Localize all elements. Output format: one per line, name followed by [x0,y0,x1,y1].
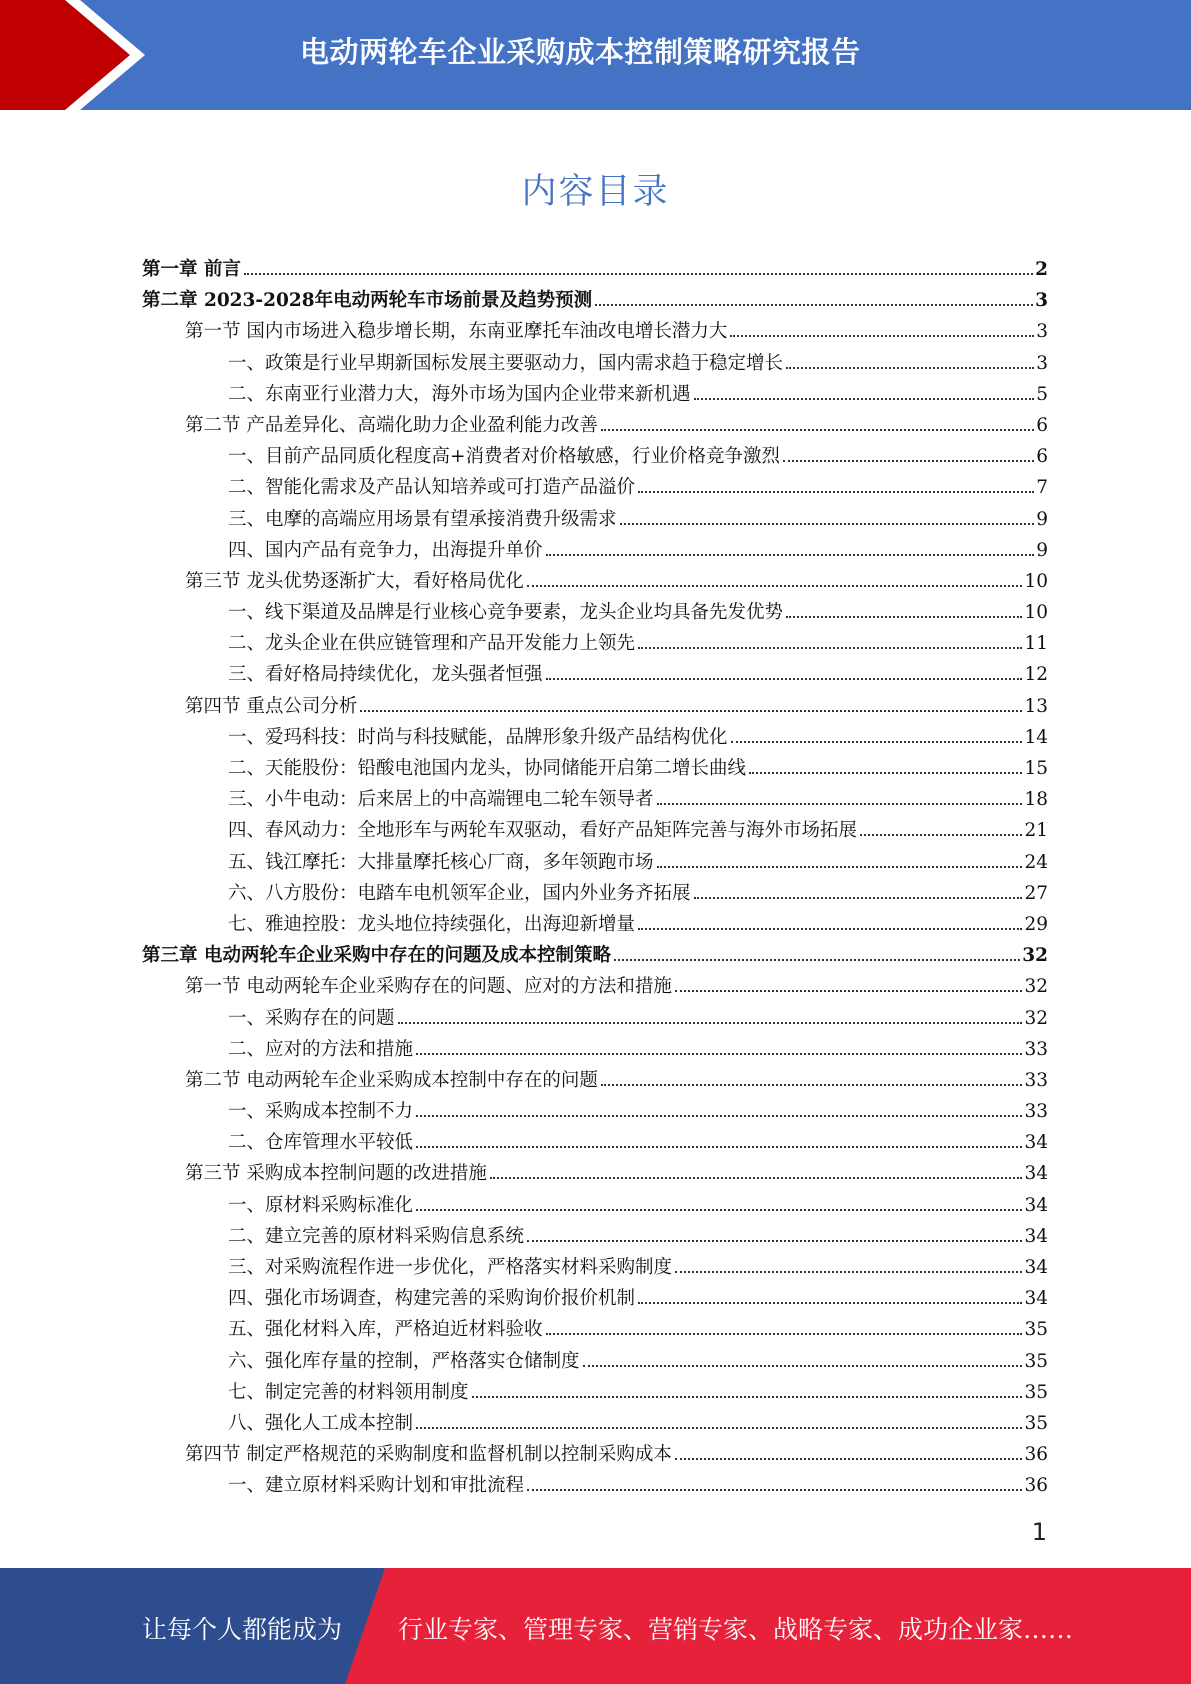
toc-chapter-entry[interactable] [142,285,1048,316]
toc-subsection-entry[interactable] [142,1346,1048,1377]
toc-entry-page: 2 [1035,259,1048,280]
toc-subsection-entry[interactable] [142,659,1048,690]
toc-subsection-entry[interactable] [142,597,1048,628]
toc-leader-dots [546,1332,1023,1335]
toc-leader-dots [416,1145,1022,1148]
toc-leader-dots [472,1395,1023,1398]
toc-leader-dots [638,646,1022,649]
toc-entry-page: 24 [1024,851,1048,873]
toc-subsection-entry[interactable] [142,1221,1048,1252]
toc-entry-page: 35 [1024,1319,1048,1341]
toc-entry-title: 一、建立原材料采购计划和审批流程 [228,1475,525,1497]
toc-subsection-entry[interactable] [142,348,1048,379]
toc-section-entry[interactable] [142,1065,1048,1096]
toc-entry-title: 一、原材料采购标准化 [228,1194,414,1216]
toc-entry-title: 三、看好格局持续优化，龙头强者恒强 [228,664,543,686]
toc-entry-page: 29 [1024,913,1048,935]
toc-entry-page: 32 [1024,1007,1048,1029]
toc-entry-page: 33 [1024,1101,1048,1123]
toc-entry-page: 15 [1024,758,1048,779]
toc-subsection-entry[interactable] [142,628,1048,659]
toc-entry-title: 七、制定完善的材料领用制度 [228,1381,469,1403]
toc-entry-page: 36 [1024,1444,1048,1466]
toc-subsection-entry[interactable] [142,1283,1048,1314]
toc-subsection-entry[interactable] [142,784,1048,815]
toc-entry-page: 32 [1022,945,1048,967]
toc-entry-page: 5 [1036,383,1048,405]
toc-entry-page: 34 [1024,1132,1048,1154]
toc-entry-title: 第四节 制定严格规范的采购制度和监督机制以控制采购成本 [185,1444,672,1466]
toc-entry-page: 13 [1024,695,1048,717]
toc-leader-dots [398,1021,1023,1024]
toc-entry-title: 二、智能化需求及产品认知培养或可打造产品溢价 [228,477,636,499]
toc-entry-title: 第一节 电动两轮车企业采购存在的问题、应对的方法和措施 [185,976,672,998]
toc-leader-dots [546,677,1023,680]
toc-leader-dots [675,1457,1023,1460]
toc-entry-page: 34 [1024,1163,1048,1185]
toc-leader-dots [416,1052,1022,1055]
toc-entry-title: 二、天能股份：铅酸电池国内龙头，协同储能开启第二增长曲线 [228,758,747,779]
toc-entry-title: 第一章 前言 [142,259,241,280]
toc-entry-title: 第三节 采购成本控制问题的改进措施 [185,1163,487,1185]
toc-entry-title: 二、建立完善的原材料采购信息系统 [228,1225,525,1247]
page-number: 1 [1031,1518,1047,1546]
toc-section-entry[interactable] [142,566,1048,597]
toc-entry-page: 14 [1024,726,1048,748]
toc-entry-title: 一、目前产品同质化程度高+消费者对价格敏感，行业价格竞争激烈 [228,446,781,468]
toc-leader-dots [783,459,1034,462]
toc-entry-title: 三、小牛电动：后来居上的中高端锂电二轮车领导者 [228,789,654,811]
toc-entry-page: 11 [1024,633,1048,655]
toc-entry-title: 第二节 产品差异化、高端化助力企业盈利能力改善 [185,414,598,436]
toc-entry-page: 9 [1036,508,1048,530]
toc-subsection-entry[interactable] [142,1408,1048,1439]
toc-subsection-entry[interactable] [142,1003,1048,1034]
toc-entry-title: 一、线下渠道及品牌是行业核心竞争要素，龙头企业均具备先发优势 [228,602,784,624]
footer-slogan-left: 让每个人都能成为 [142,1615,343,1644]
table-of-contents [142,254,1048,1502]
toc-entry-title: 第一节 国内市场进入稳步增长期，东南亚摩托车油改电增长潜力大 [185,321,728,343]
toc-section-entry[interactable] [142,316,1048,347]
toc-leader-dots [527,1239,1022,1242]
toc-leader-dots [416,1426,1022,1429]
toc-entry-title: 三、电摩的高端应用场景有望承接消费升级需求 [228,508,617,530]
toc-entry-page: 7 [1036,477,1048,499]
toc-section-entry[interactable] [142,691,1048,722]
toc-entry-title: 二、应对的方法和措施 [228,1038,414,1060]
toc-entry-title: 八、强化人工成本控制 [228,1412,414,1434]
header-banner [0,0,1191,110]
toc-entry-title: 六、八方股份：电踏车电机领军企业，国内外业务齐拓展 [228,882,691,904]
toc-subsection-entry[interactable] [142,1314,1048,1345]
toc-leader-dots [675,1270,1022,1273]
toc-entry-page: 35 [1024,1381,1048,1403]
toc-entry-page: 3 [1035,290,1048,312]
toc-leader-dots [657,865,1023,868]
toc-entry-title: 二、东南亚行业潜力大，海外市场为国内企业带来新机遇 [228,383,691,405]
toc-subsection-entry[interactable] [142,441,1048,472]
toc-entry-title: 四、国内产品有竞争力，出海提升单价 [228,539,543,561]
toc-entry-title: 第三章 电动两轮车企业采购中存在的问题及成本控制策略 [142,945,611,967]
toc-leader-dots [527,1488,1022,1491]
toc-subsection-entry[interactable] [142,535,1048,566]
toc-entry-title: 第三节 龙头优势逐渐扩大，看好格局优化 [185,570,524,592]
toc-leader-dots [620,522,1035,525]
report-title: 电动两轮车企业采购成本控制策略研究报告 [300,35,861,69]
toc-section-entry[interactable] [142,1439,1048,1470]
toc-entry-title: 一、政策是行业早期新国标发展主要驱动力，国内需求趋于稳定增长 [228,352,784,374]
toc-entry-page: 35 [1024,1412,1048,1434]
toc-leader-dots [675,989,1023,992]
toc-leader-dots [416,1208,1022,1211]
toc-leader-dots [527,584,1023,587]
toc-entry-title: 一、爱玛科技：时尚与科技赋能，品牌形象升级产品结构优化 [228,726,728,748]
toc-entry-page: 21 [1024,820,1048,842]
toc-leader-dots [546,553,1035,556]
toc-subsection-entry[interactable] [142,1127,1048,1158]
toc-entry-page: 9 [1036,539,1048,561]
toc-entry-title: 第四节 重点公司分析 [185,695,358,717]
toc-subsection-entry[interactable] [142,1190,1048,1221]
toc-leader-dots [416,1114,1022,1117]
toc-entry-page: 34 [1024,1194,1048,1216]
toc-subsection-entry[interactable] [142,722,1048,753]
toc-leader-dots [583,1364,1023,1367]
toc-entry-page: 10 [1024,570,1048,592]
toc-leader-dots [638,1301,1022,1304]
toc-subsection-entry[interactable] [142,847,1048,878]
toc-leader-dots [786,366,1034,369]
toc-entry-page: 32 [1024,976,1048,998]
toc-subsection-entry[interactable] [142,878,1048,909]
toc-leader-dots [638,490,1034,493]
toc-leader-dots [694,397,1035,400]
toc-entry-page: 35 [1024,1350,1048,1372]
toc-entry-title: 五、钱江摩托：大排量摩托核心厂商，多年领跑市场 [228,851,654,873]
toc-entry-page: 3 [1036,321,1048,343]
toc-section-entry[interactable] [142,1158,1048,1189]
toc-subsection-entry[interactable] [142,753,1048,784]
toc-leader-dots [749,771,1022,774]
toc-entry-page: 34 [1024,1225,1048,1247]
toc-entry-title: 二、仓库管理水平较低 [228,1132,414,1154]
toc-heading: 内容目录 [521,172,670,212]
toc-subsection-entry[interactable] [142,504,1048,535]
toc-leader-dots [730,334,1034,337]
toc-section-entry[interactable] [142,410,1048,441]
toc-entry-page: 6 [1036,414,1048,436]
toc-entry-page: 18 [1024,789,1048,811]
toc-chapter-entry[interactable] [142,940,1048,971]
toc-entry-title: 第二章 2023-2028年电动两轮车市场前景及趋势预测 [142,290,593,312]
toc-entry-page: 34 [1024,1257,1048,1278]
toc-subsection-entry[interactable] [142,1377,1048,1408]
toc-leader-dots [731,740,1023,743]
toc-entry-title: 四、强化市场调查，构建完善的采购询价报价机制 [228,1288,636,1310]
footer-banner [0,1568,1191,1684]
toc-leader-dots [786,615,1022,618]
toc-leader-dots [595,303,1033,306]
toc-entry-page: 36 [1024,1475,1048,1497]
toc-entry-title: 第二节 电动两轮车企业采购成本控制中存在的问题 [185,1069,598,1091]
toc-leader-dots [360,709,1022,712]
toc-entry-title: 二、龙头企业在供应链管理和产品开发能力上领先 [228,633,636,655]
toc-entry-page: 10 [1024,602,1048,624]
toc-entry-title: 四、春风动力：全地形车与两轮车双驱动，看好产品矩阵完善与海外市场拓展 [228,820,858,842]
toc-section-entry[interactable] [142,971,1048,1002]
toc-entry-title: 五、强化材料入库，严格迫近材料验收 [228,1319,543,1341]
footer-slogan-right: 行业专家、管理专家、营销专家、战略专家、成功企业家…… [398,1615,1074,1644]
toc-leader-dots [601,428,1034,431]
toc-leader-dots [244,272,1033,275]
toc-subsection-entry[interactable] [142,909,1048,940]
toc-subsection-entry[interactable] [142,472,1048,503]
toc-entry-page: 33 [1024,1038,1048,1060]
toc-leader-dots [638,927,1022,930]
toc-entry-title: 三、对采购流程作进一步优化，严格落实材料采购制度 [228,1257,673,1278]
toc-leader-dots [694,896,1023,899]
toc-entry-page: 6 [1036,446,1048,468]
toc-entry-page: 12 [1024,664,1048,686]
toc-chapter-entry[interactable] [142,254,1048,285]
toc-subsection-entry[interactable] [142,1096,1048,1127]
toc-entry-page: 34 [1024,1288,1048,1310]
toc-entry-title: 一、采购成本控制不力 [228,1101,414,1123]
toc-entry-page: 33 [1024,1069,1048,1091]
toc-leader-dots [490,1176,1023,1179]
toc-entry-title: 六、强化库存量的控制，严格落实仓储制度 [228,1350,580,1372]
toc-subsection-entry[interactable] [142,1034,1048,1065]
toc-leader-dots [860,833,1022,836]
toc-leader-dots [601,1083,1023,1086]
toc-leader-dots [657,802,1023,805]
toc-subsection-entry[interactable] [142,1470,1048,1501]
toc-entry-title: 一、采购存在的问题 [228,1007,395,1029]
toc-subsection-entry[interactable] [142,815,1048,846]
toc-entry-page: 3 [1036,352,1048,374]
toc-entry-title: 七、雅迪控股：龙头地位持续强化，出海迎新增量 [228,913,636,935]
chevron-logo-icon [0,0,160,110]
toc-leader-dots [614,958,1020,961]
toc-subsection-entry[interactable] [142,379,1048,410]
toc-subsection-entry[interactable] [142,1252,1048,1283]
toc-entry-page: 27 [1024,882,1048,904]
